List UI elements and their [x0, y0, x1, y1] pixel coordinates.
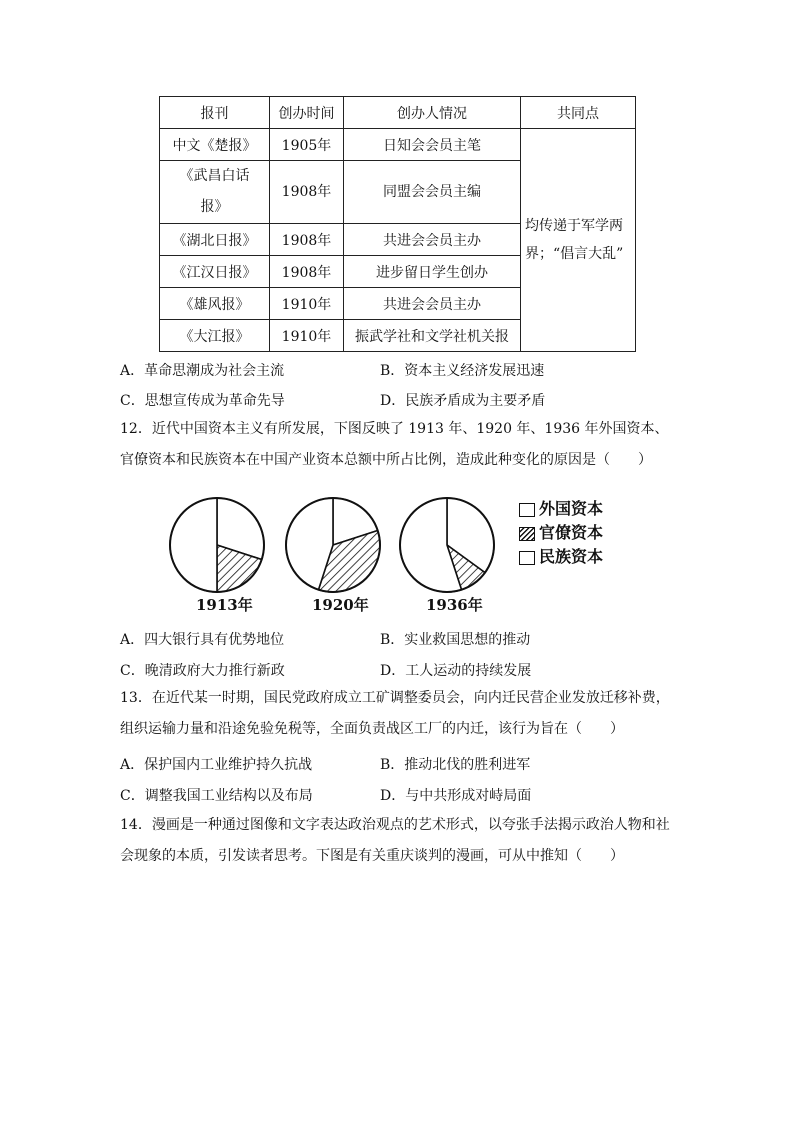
- cell-year: 1908年: [270, 256, 344, 288]
- cell-paper: 中文《楚报》: [160, 129, 270, 161]
- header-common: 共同点: [521, 97, 636, 129]
- cell-common: 均传递于军学两界；“倡言大乱”: [521, 129, 636, 352]
- q13-option-b[interactable]: B．推动北伐的胜利进军: [380, 757, 531, 773]
- q13-option-c[interactable]: C．调整我国工业结构以及布局: [120, 788, 313, 804]
- header-paper: 报刊: [160, 97, 270, 129]
- q13-option-a[interactable]: A．保护国内工业维护持久抗战: [120, 757, 313, 773]
- cell-year: 1908年: [270, 224, 344, 256]
- cell-founder: 共进会会员主办: [344, 224, 521, 256]
- cell-paper: 《湖北日报》: [160, 224, 270, 256]
- cell-year: 1905年: [270, 129, 344, 161]
- cell-year: 1908年: [270, 161, 344, 224]
- legend-national-label: 民族资本: [539, 547, 604, 566]
- cell-paper: 《江汉日报》: [160, 256, 270, 288]
- cell-founder: 振武学社和文学社机关报: [344, 320, 521, 352]
- pie-label-1913: 1913年: [196, 596, 253, 614]
- legend-bureaucratic: [519, 520, 603, 540]
- header-founder: 创办人情况: [344, 97, 521, 129]
- cell-paper: 《雄风报》: [160, 288, 270, 320]
- legend-bureaucratic-swatch: [519, 527, 535, 541]
- pie-1913年-slice-foreign: [170, 498, 217, 592]
- cell-founder: 同盟会会员主编: [344, 161, 521, 224]
- q14-stem: 14．漫画是一种通过图像和文字表达政治观点的艺术形式，以夸张手法揭示政治人物和社会现象的本质，引发读者思考。下图是有关重庆谈判的漫画，可从中推知（ ）: [120, 817, 670, 864]
- cell-year: 1910年: [270, 320, 344, 352]
- newspaper-table: [159, 96, 636, 352]
- q12-option-b[interactable]: B．实业救国思想的推动: [380, 632, 531, 648]
- pie-label-1936: 1936年: [426, 596, 483, 614]
- q13-stem: 13．在近代某一时期，国民党政府成立工矿调整委员会，向内迁民营企业发放迁移补费，组织运输力量和沿途免验免税等，全面负责战区工厂的内迁，该行为旨在（ ）: [120, 690, 670, 737]
- cell-paper: 《大江报》: [160, 320, 270, 352]
- legend-national-swatch: [519, 551, 535, 565]
- cell-founder: 进步留日学生创办: [344, 256, 521, 288]
- legend-foreign-label: 外国资本: [539, 499, 604, 518]
- legend-foreign: [519, 496, 603, 516]
- cell-founder: 共进会会员主办: [344, 288, 521, 320]
- pie-label-1920: 1920年: [312, 596, 369, 614]
- cell-founder: 日知会会员主笔: [344, 129, 521, 161]
- header-year: 创办时间: [270, 97, 344, 129]
- q11-option-b[interactable]: B．资本主义经济发展迅速: [380, 363, 545, 379]
- legend-foreign-swatch: [519, 503, 535, 517]
- q13-option-d[interactable]: D．与中共形成对峙局面: [380, 788, 532, 804]
- q11-option-a[interactable]: A．革命思潮成为社会主流: [120, 363, 285, 379]
- cell-paper: 《武昌白话报》: [160, 161, 270, 224]
- q12-option-a[interactable]: A．四大银行具有优势地位: [120, 632, 285, 648]
- q12-option-c[interactable]: C．晚清政府大力推行新政: [120, 663, 285, 679]
- legend-bureaucratic-label: 官僚资本: [539, 523, 604, 542]
- legend-national: [519, 544, 603, 564]
- cell-year: 1910年: [270, 288, 344, 320]
- q11-option-c[interactable]: C．思想宣传成为革命先导: [120, 393, 285, 409]
- q11-option-d[interactable]: D．民族矛盾成为主要矛盾: [380, 393, 546, 409]
- q12-stem: 12．近代中国资本主义有所发展，下图反映了 1913 年、1920 年、1936 年外国资本、官僚资本和民族资本在中国产业资本总额中所占比例，造成此种变化的原因是（ ）: [120, 421, 669, 468]
- q12-option-d[interactable]: D．工人运动的持续发展: [380, 663, 532, 679]
